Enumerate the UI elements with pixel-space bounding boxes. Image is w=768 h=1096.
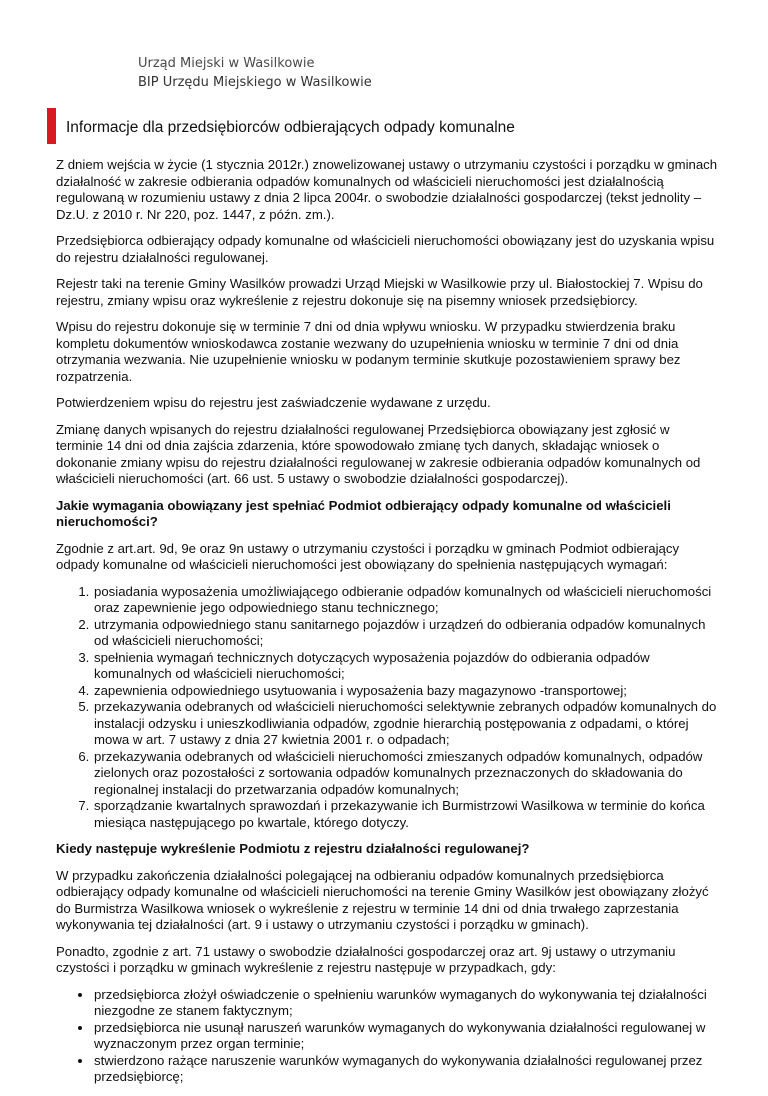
title-accent-bar	[47, 108, 56, 144]
paragraph-requirements-intro: Zgodnie z art.art. 9d, 9e oraz 9n ustawy o utrzymaniu czystości i porządku w gminach Podmiot odbierający odpady komunalne od właścicieli nieruchomości jest obowiązany do spełnienia następujących wymagań:	[56, 540, 680, 572]
list-item: 3. spełnienia wymagań technicznych dotyczących wyposażenia pojazdów do odbierania odpadów komunalnych od właścicieli nieruchomości;	[93, 650, 720, 683]
question-requirements-heading: Jakie wymagania obowiązany jest spełniać Podmiot odbierający odpady komunalne od właścicieli nieruchomości?	[56, 497, 671, 529]
header-office-name: Urząd Miejski w Wasilkowie	[138, 56, 315, 71]
list-item: 6. przekazywania odebranych od właścicieli nieruchomości zmieszanych odpadów komunalnych, odpadów zielonych oraz pozostałości z sortowania odpadów komunalnych przeznaczonych do składowania do regionalnej instalacji do przetwarzania odpadów komunalnych;	[93, 749, 720, 799]
removal-cases-list	[56, 987, 720, 1086]
list-item: • przedsiębiorca nie usunął naruszeń warunków wymaganych do wykonywania działalności regulowanej w wyznaczonym przez organ terminie;	[93, 1020, 720, 1053]
paragraph-certificate: Potwierdzeniem wpisu do rejestru jest zaświadczenie wydawane z urzędu.	[56, 395, 491, 410]
list-item: 2. utrzymania odpowiedniego stanu sanitarnego pojazdów i urządzeń do odbierania odpadów komunalnych od właścicieli nieruchomości;	[93, 617, 720, 650]
page-title: Informacje dla przedsiębiorców odbierających odpady komunalne	[66, 119, 515, 136]
list-item: • stwierdzono rażące naruszenie warunków wymaganych do wykonywania działalności regulowanej przez przedsiębiorcę;	[93, 1053, 720, 1086]
list-item: • przedsiębiorca złożył oświadczenie o spełnieniu warunków wymaganych do wykonywania tej działalności niezgodne ze stanem faktycznym;	[93, 987, 720, 1020]
paragraph-removal-request: W przypadku zakończenia działalności polegającej na odbieraniu odpadów komunalnych przedsiębiorca odbierający odpady komunalne od właścicieli nieruchomości na terenie Gminy Wasilków jest obowiązany złożyć do Burmistrza Wasilkowa wniosek o wykreślenie z rejestru w terminie 14 dni od dnia trwałego zaprzestania wykonywania tej działalności (art. 9 i ustawy o utrzymaniu czystości i porządku w gminach).	[56, 867, 709, 932]
paragraph-registration-deadline: Wpisu do rejestru dokonuje się w terminie 7 dni od dnia wpływu wniosku. W przypadku stwierdzenia braku kompletu dokumentów wnioskodawca zostanie wezwany do uzupełnienia wniosku w terminie 7 dni od dnia otrzymania wezwania. Nie uzupełnienie wniosku w podanym terminie skutkuje pozostawieniem sprawy bez rozpatrzenia.	[56, 319, 681, 384]
paragraph-data-change: Zmianę danych wpisanych do rejestru działalności regulowanej Przedsiębiorca obowiązany jest zgłosić w terminie 14 dni od dnia zajścia zdarzenia, które spowodowało zmianę tych danych, składając wniosek o dokonanie zmiany wpisu do rejestru działalności regulowanej w zakresie odbierania odpadów komunalnych od właścicieli nieruchomości (art. 66 ust. 5 ustawy o swobodzie działalności gospodarczej).	[56, 421, 701, 486]
paragraph-register-office: Rejestr taki na terenie Gminy Wasilków prowadzi Urząd Miejski w Wasilkowie przy ul. Białostockiej 7. Wpisu do rejestru, zmiany wpisu oraz wykreślenie z rejestru dokonuje się na pisemny wniosek przedsiębiorcy.	[56, 276, 703, 308]
list-item: 7. sporządzanie kwartalnych sprawozdań i przekazywanie ich Burmistrzowi Wasilkowa w terminie do końca miesiąca następującego po kwartale, którego dotyczy.	[93, 798, 720, 831]
requirements-list	[56, 584, 720, 832]
header-bip-name: BIP Urzędu Miejskiego w Wasilkowie	[138, 75, 372, 90]
paragraph-intro: Z dniem wejścia w życie (1 stycznia 2012r.) znowelizowanej ustawy o utrzymaniu czystości i porządku w gminach działalność w zakresie odbierania odpadów komunalnych od właścicieli nieruchomości jest działalnością regulowaną w rozumieniu ustawy z dnia 2 lipca 2004r. o swobodzie działalności gospodarczej (tekst jednolity – Dz.U. z 2010 r. Nr 220, poz. 1447, z późn. zm.).	[56, 157, 718, 222]
question-removal-heading: Kiedy następuje wykreślenie Podmiotu z rejestru działalności regulowanej?	[56, 841, 530, 856]
paragraph-removal-cases-intro: Ponadto, zgodnie z art. 71 ustawy o swobodzie działalności gospodarczej oraz art. 9j ustawy o utrzymaniu czystości i porządku w gminach wykreślenie z rejestru następuje w przypadkach, gdy:	[56, 943, 676, 975]
list-item: 1. posiadania wyposażenia umożliwiającego odbieranie odpadów komunalnych od właścicieli nieruchomości oraz zapewnienie jego odpowiedniego stanu technicznego;	[93, 584, 720, 617]
list-item: 5. przekazywania odebranych od właścicieli nieruchomości selektywnie zebranych odpadów komunalnych do instalacji odzysku i unieszkodliwiania odpadów, zgodnie hierarchią postępowania z odpadami, o której mowa w art. 7 ustawy z dnia 27 kwietnia 2001 r. o odpadach;	[93, 699, 720, 749]
page-header	[138, 54, 372, 92]
document-body	[56, 157, 720, 1096]
paragraph-registration-duty: Przedsiębiorca odbierający odpady komunalne od właścicieli nieruchomości obowiązany jest do uzyskania wpisu do rejestru działalności regulowanej.	[56, 233, 715, 265]
list-item: 4. zapewnienia odpowiedniego usytuowania i wyposażenia bazy magazynowo -transportowej;	[93, 683, 720, 700]
